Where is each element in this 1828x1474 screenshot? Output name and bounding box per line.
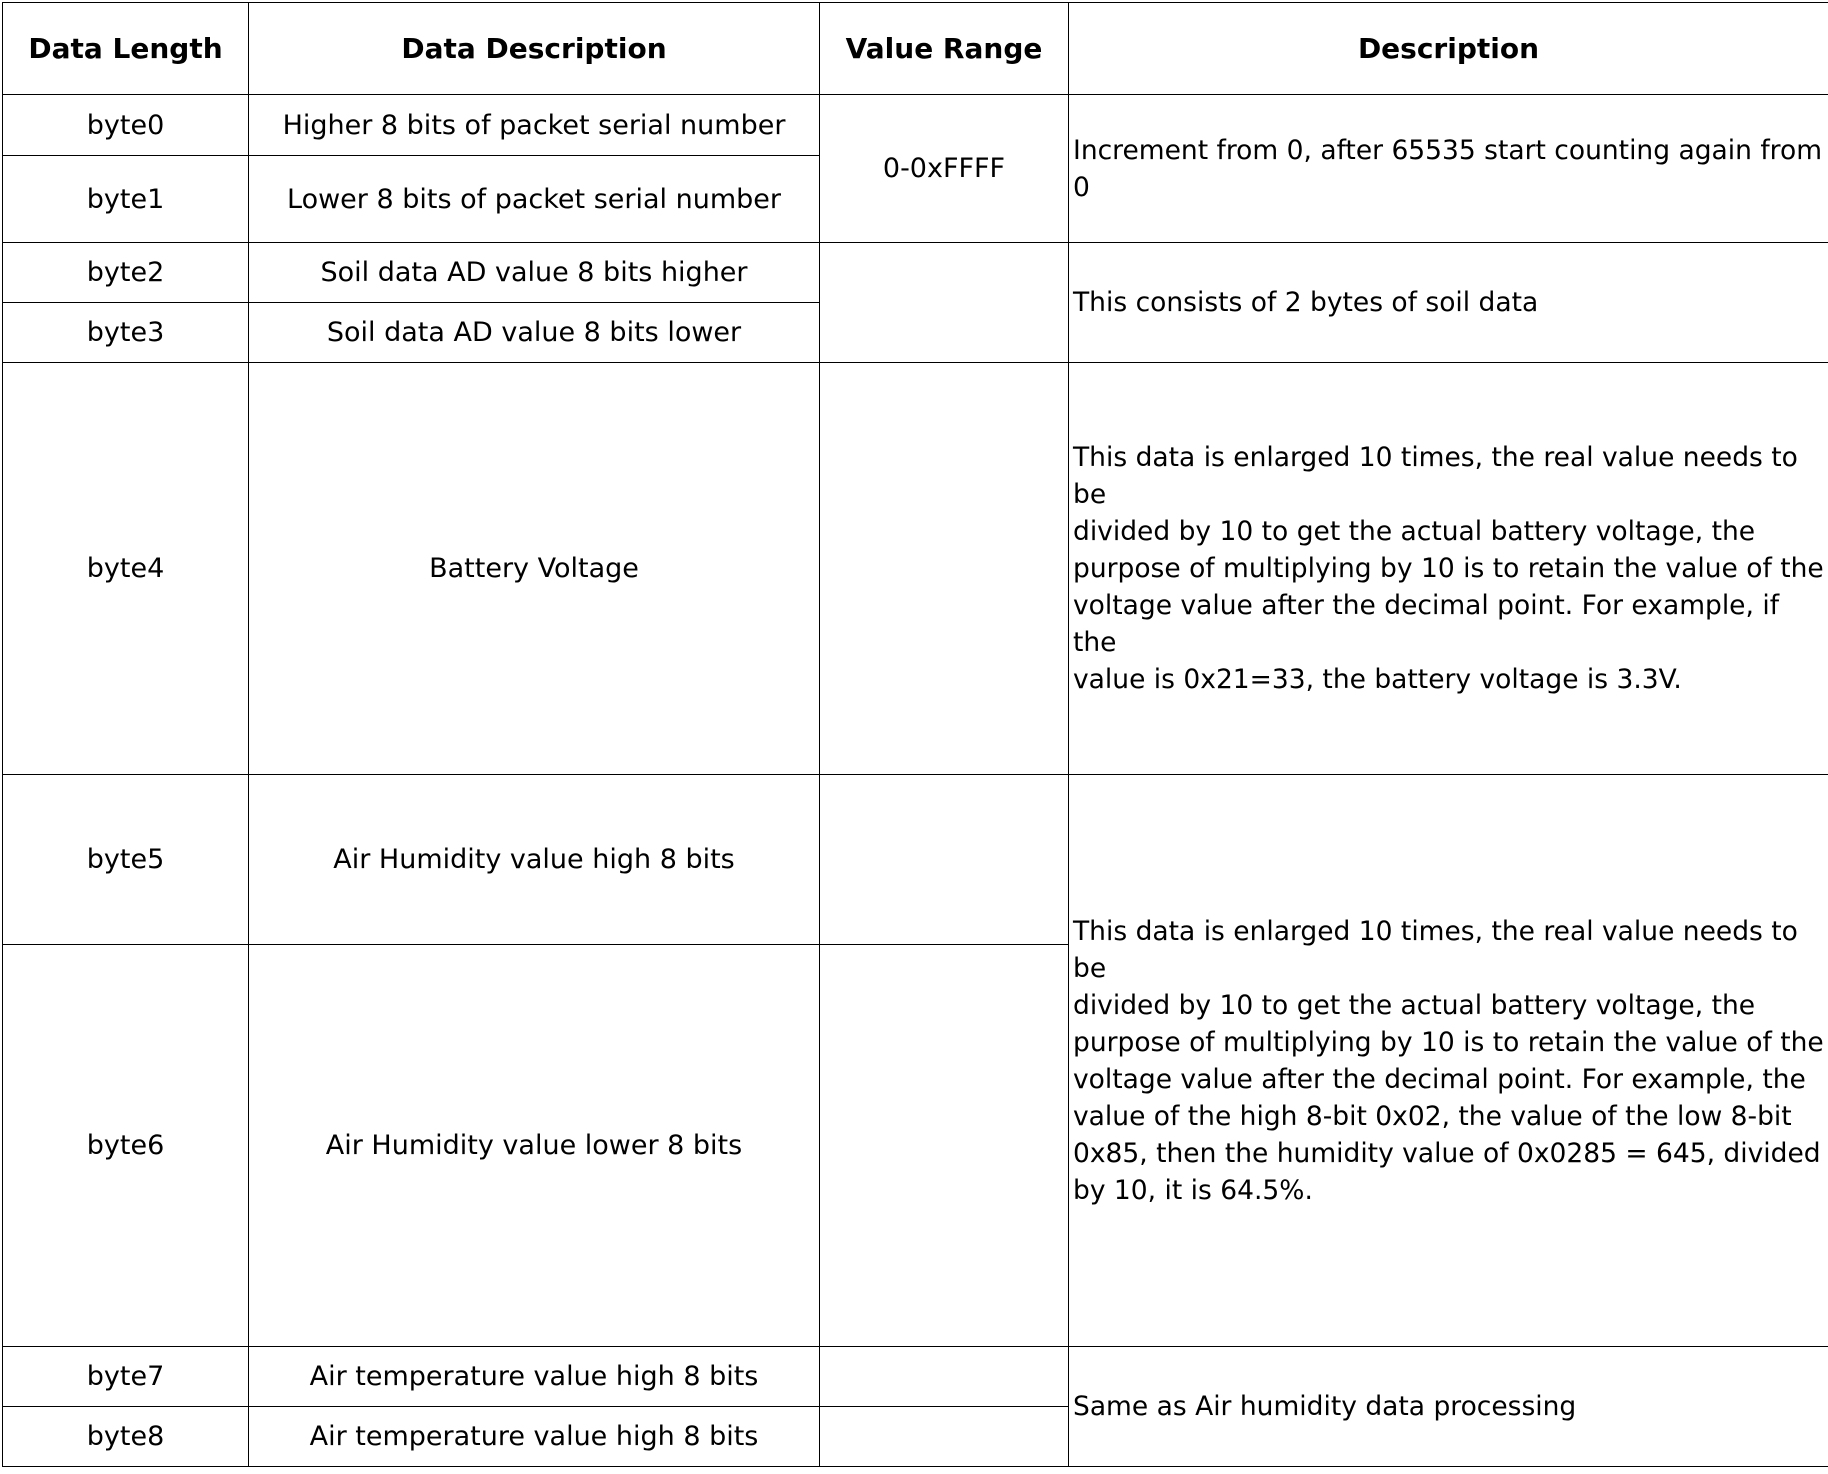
cell-value-range-serial: 0-0xFFFF [820,95,1069,243]
header-value-range: Value Range [820,3,1069,95]
battery-desc-line-5: value is 0x21=33, the battery voltage is 3.3V. [1073,664,1682,695]
header-row [3,3,1828,95]
humidity-desc-line-5: value of the high 8-bit 0x02, the value of the low 8-bit [1073,1100,1792,1132]
cell-value-range-byte6 [820,945,1069,1347]
cell-value-range-byte7 [820,1347,1069,1407]
humidity-desc-line-1: This data is enlarged 10 times, the real value needs to be [1073,915,1798,984]
humidity-desc-line-3: purpose of multiplying by 10 is to retain the value of the [1073,1026,1824,1058]
cell-length-byte5: byte5 [3,775,249,945]
cell-value-range-byte5 [820,775,1069,945]
cell-data-description-byte0: Higher 8 bits of packet serial number [249,95,820,156]
table-row-byte4 [3,363,1828,775]
cell-description-temperature: Same as Air humidity data processing [1069,1347,1828,1467]
humidity-desc-line-7: by 10, it is 64.5%. [1073,1174,1313,1206]
battery-desc-line-3: purpose of multiplying by 10 is to retain the value of the [1073,553,1824,584]
humidity-desc-line-2: divided by 10 to get the actual battery voltage, the [1073,989,1756,1021]
cell-data-description-byte1: Lower 8 bits of packet serial number [249,156,820,243]
cell-description-battery [1069,363,1828,775]
table-row-byte5 [3,775,1828,945]
battery-desc-line-1: This data is enlarged 10 times, the real value needs to be [1073,442,1798,510]
cell-data-description-byte2: Soil data AD value 8 bits higher [249,243,820,303]
humidity-desc-line-6: 0x85, then the humidity value of 0x0285 = 645, divided [1073,1137,1821,1169]
data-format-table [2,2,1828,1467]
cell-description-soil: This consists of 2 bytes of soil data [1069,243,1828,363]
cell-length-byte8: byte8 [3,1407,249,1467]
cell-length-byte2: byte2 [3,243,249,303]
cell-description-humidity [1069,775,1828,1347]
humidity-desc-line-4: voltage value after the decimal point. For example, the [1073,1063,1806,1095]
cell-data-description-byte8: Air temperature value high 8 bits [249,1407,820,1467]
table-row-byte2 [3,243,1828,303]
cell-length-byte6: byte6 [3,945,249,1347]
cell-value-range-byte8 [820,1407,1069,1467]
cell-length-byte0: byte0 [3,95,249,156]
table-row-byte7 [3,1347,1828,1407]
cell-length-byte4: byte4 [3,363,249,775]
battery-desc-line-2: divided by 10 to get the actual battery voltage, the [1073,516,1756,547]
cell-value-range-battery [820,363,1069,775]
cell-length-byte3: byte3 [3,303,249,363]
battery-desc-line-4: voltage value after the decimal point. For example, if the [1073,590,1780,658]
cell-data-description-byte5: Air Humidity value high 8 bits [249,775,820,945]
cell-data-description-byte3: Soil data AD value 8 bits lower [249,303,820,363]
cell-data-description-byte6: Air Humidity value lower 8 bits [249,945,820,1347]
header-description: Description [1069,3,1828,95]
cell-data-description-byte4: Battery Voltage [249,363,820,775]
header-data-length: Data Length [3,3,249,95]
cell-data-description-byte7: Air temperature value high 8 bits [249,1347,820,1407]
cell-length-byte7: byte7 [3,1347,249,1407]
table-row-byte0 [3,95,1828,156]
cell-value-range-soil [820,243,1069,363]
cell-length-byte1: byte1 [3,156,249,243]
header-data-description: Data Description [249,3,820,95]
cell-description-serial: Increment from 0, after 65535 start counting again from 0 [1069,95,1828,243]
